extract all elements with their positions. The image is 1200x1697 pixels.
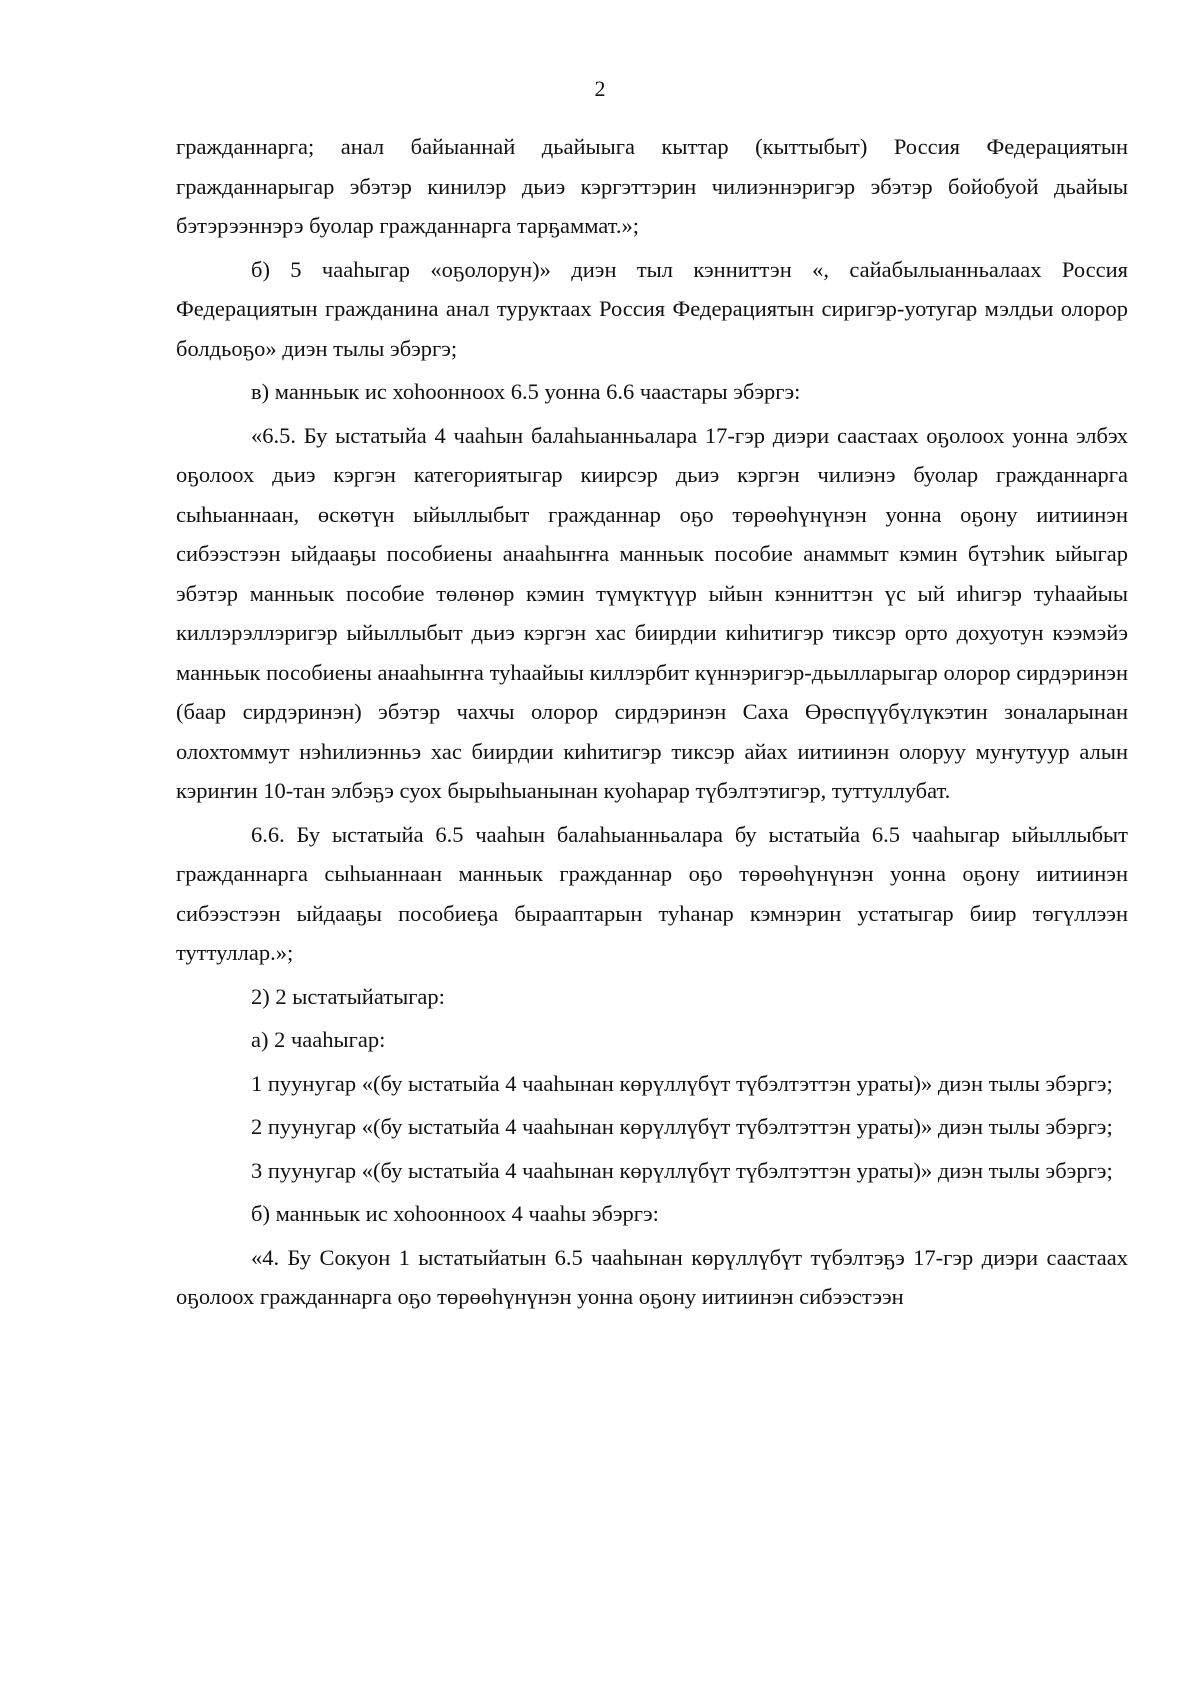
paragraph: 3 пуунугар «(бу ыстатыйа 4 чааһынан көрүллүбүт түбэлтэттэн ураты)» диэн тылы эбэргэ; xyxy=(251,1157,1113,1183)
paragraph: 2 пуунугар «(бу ыстатыйа 4 чааһынан көрүллүбүт түбэлтэттэн ураты)» диэн тылы эбэргэ; xyxy=(251,1114,1113,1139)
paragraph: б) манньык ис хоһоонноох 4 чааһы эбэргэ: xyxy=(251,1201,659,1226)
paragraph: а) 2 чааһыгар: xyxy=(251,1027,386,1052)
paragraph: в) манньык ис хоһоонноох 6.5 уонна 6.6 чаастары эбэргэ: xyxy=(251,379,801,404)
paragraph: 2) 2 ыстатыйатыгар: xyxy=(251,983,445,1009)
document-body xyxy=(176,127,1128,1321)
paragraph: «6.5. Бу ыстатыйа 4 чааһын балаһыанньалара 17-гэр диэри саастаах оҕолоох уонна элбэх оҕолоох дьиэ кэргэн категориятыгар киирсэр дьиэ кэргэн чилиэнэ буолар гражданнарга сыһыаннаан, өскөтүн ыйыллыбыт гражданнар оҕо төрөөһүнүнэн уонна оҕону иитиинэн сибээстээн ыйдааҕы пособиены анааһыҥҥа манньык пособие анаммыт кэмин бүтэһик ыйыгар эбэтэр манньык пособие төлөнөр кэмин түмүктүүр ыйын кэнниттэн үс ый иһигэр туһаайыы киллэрэллэригэр ыйыллыбыт дьиэ кэргэн хас биирдии киһитигэр тиксэр орто дохуотун кээмэйэ манньык пособиены анааһыҥҥа туһаайыы киллэрбит күннэригэр-дьылларыгар олорор сирдэринэн (баар сирдэринэн) эбэтэр чахчы олорор сирдэринэн Саха Өрөспүүбүлүкэтин зоналарынан олохтоммут нэһилиэнньэ хас биирдии киһитигэр тиксэр айах иитиинэн олоруу муҥутуур алын кэриҥин 10-тан элбэҕэ суох бырыһыанынан куоһарар түбэлтэтигэр, туттуллубат. xyxy=(176,422,1128,803)
paragraph: гражданнарга; анал байыаннай дьайыыга кыттар (кыттыбыт) Россия Федерациятын гражданнарыгар эбэтэр кинилэр дьиэ кэргэттэрин чилиэннэригэр эбэтэр бойобуой дьайыы бэтэрээннэрэ буолар гражданнарга тарҕаммат.»; xyxy=(176,134,1128,238)
paragraph: «4. Бу Сокуон 1 ыстатыйатын 6.5 чааһынан көрүллүбүт түбэлтэҕэ 17-гэр диэри саастаах оҕолоох гражданнарга оҕо төрөөһүнүнэн уонна оҕону иитиинэн сибээстээн xyxy=(176,1244,1128,1309)
page-number: 2 xyxy=(594,76,606,101)
paragraph: 6.6. Бу ыстатыйа 6.5 чааһын балаһыанньалара бу ыстатыйа 6.5 чааһыгар ыйыллыбыт гражданнарга сыһыаннаан манньык гражданнар оҕо төрөөһүнүнэн уонна оҕону иитиинэн сибээстээн ыйдааҕы пособиеҕа бырааптарын туһанар кэмнэрин устатыгар биир төгүллээн туттуллар.»; xyxy=(176,821,1128,965)
paragraph: б) 5 чааһыгар «оҕолорун)» диэн тыл кэнниттэн «, сайабылыанньалаах Россия Федерациятын гражданина анал туруктаах Россия Федерациятын сиригэр-уотугар мэлдьи олорор болдьоҕо» диэн тылы эбэргэ; xyxy=(176,256,1128,361)
paragraph: 1 пуунугар «(бу ыстатыйа 4 чааһынан көрүллүбүт түбэлтэттэн ураты)» диэн тылы эбэргэ; xyxy=(251,1070,1113,1096)
